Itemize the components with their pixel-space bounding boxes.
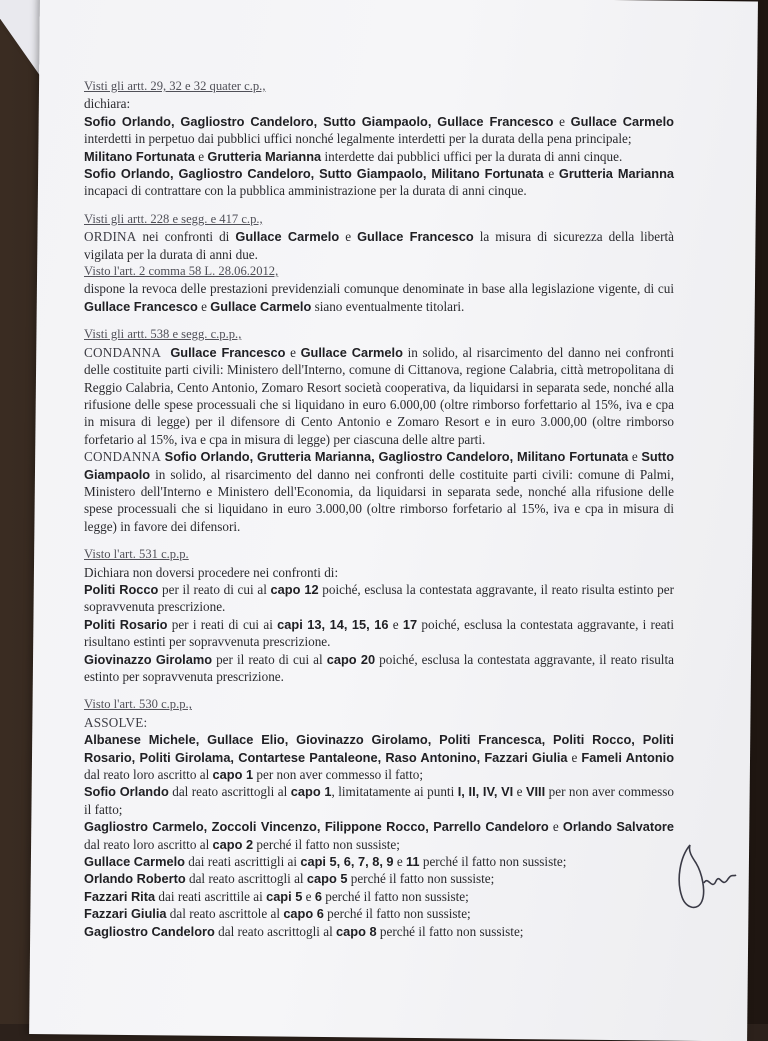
- text: nei confronti di: [136, 229, 236, 245]
- count-reference: capi 5, 6, 7, 8, 9: [300, 854, 394, 870]
- defendant-names: Gullace Carmelo: [570, 113, 674, 129]
- section-heading: Visto l'art. 531 c.p.p.: [84, 547, 189, 562]
- text: perché il fatto non sussiste;: [376, 923, 524, 939]
- count-reference: capo 5: [306, 871, 348, 887]
- verb-dichiara: dichiara:: [84, 96, 131, 112]
- text: dal reato loro ascritto al: [84, 836, 213, 852]
- text: poiché, esclusa la contestata aggravante, il reato risulta estinto per sopravvenuta prescrizione.: [84, 651, 674, 684]
- text: siano eventualmente titolari.: [311, 298, 465, 314]
- defendant-names: Fazzari Giulia: [84, 906, 167, 922]
- intro-text: Dichiara non doversi procedere nei confronti di:: [84, 564, 339, 580]
- text: per il reato di cui al: [212, 651, 327, 667]
- defendant-names: Politi Rocco: [84, 581, 159, 597]
- defendant-names: Grutteria Marianna: [558, 166, 675, 182]
- paragraph: [84, 165, 674, 200]
- text: , limitatamente ai punti: [331, 784, 458, 800]
- count-reference: capo 20: [326, 651, 376, 667]
- defendant-names: Orlando Roberto: [84, 871, 186, 887]
- text: e: [543, 166, 559, 182]
- count-reference: VIII: [525, 784, 546, 800]
- text: per il reato di cui al: [158, 581, 271, 597]
- paragraph: [84, 731, 674, 783]
- defendant-names: Sofio Orlando: [84, 784, 169, 800]
- paragraph: [84, 888, 674, 905]
- text: poiché, esclusa la contestata aggravante, il reato risulta estinto per sopravvenuta prescrizione.: [84, 581, 674, 615]
- paragraph: [84, 581, 674, 616]
- text: in solido, al risarcimento del danno nei confronti delle costituite parti civili: Ministero dell'Interno, comune di Cittanova, regione Calabria, città metropolitana di Reggio Calabria, Cento Antonio, Zomaro Resort società cooperativa, da liquidarsi in separata sede, nonché alla rifusione delle spese processuali che si liquidano in euro 6.000,00 (oltre rimborso forfettario al 15%, iva e cpa in misura di legge) per il difensore di Cento Antonio e Zomaro Resort e in euro 3.000,00 (oltre rimborso forfetario al 15%, iva e cpa in misura di legge) per ciascuna delle altre parti.: [84, 344, 675, 447]
- text: e: [548, 819, 563, 835]
- text: dai reati ascrittigli ai: [185, 854, 301, 870]
- text: e: [197, 298, 211, 314]
- paragraph: [84, 113, 674, 148]
- text: perché il fatto non sussiste;: [419, 854, 567, 870]
- section-heading: Visto l'art. 2 comma 58 L. 28.06.2012,: [84, 264, 279, 279]
- count-reference: capi 5: [266, 888, 303, 904]
- paragraph: [84, 783, 674, 818]
- defendant-names: Gagliostro Carmelo, Zoccoli Vincenzo, Filippone Rocco, Parrello Candeloro: [84, 819, 549, 835]
- text: e: [302, 888, 315, 904]
- count-reference: I, II, IV, VI: [457, 784, 514, 800]
- paragraph: [84, 905, 674, 922]
- defendant-names: Gullace Francesco: [357, 229, 474, 245]
- text: e: [393, 854, 407, 870]
- text: e: [628, 449, 642, 465]
- defendant-names: Gullace Carmelo: [300, 344, 403, 360]
- section-heading: Visti gli artt. 538 e segg. c.p.p.,: [84, 327, 242, 342]
- defendant-names: Sutto Giampaolo: [84, 449, 675, 482]
- text: e: [567, 749, 582, 765]
- text: poiché, esclusa la contestata aggravante, i reati risultano estinti per sopravvenuta prescrizione.: [84, 616, 674, 650]
- count-reference: capo 2: [212, 836, 254, 852]
- text: per non aver commesso il fatto;: [84, 784, 674, 817]
- paragraph: [84, 923, 674, 940]
- count-reference: capi 13, 14, 15, 16: [277, 616, 389, 632]
- verb-assolve: ASSOLVE:: [84, 714, 148, 730]
- defendant-names: Orlando Salvatore: [562, 819, 674, 835]
- defendant-names: Gullace Carmelo: [235, 229, 340, 245]
- text: perché il fatto non sussiste;: [323, 906, 471, 922]
- defendant-names: Gullace Carmelo: [84, 854, 185, 870]
- text: dal reato ascrittogli al: [214, 923, 337, 939]
- count-reference: 11: [406, 854, 420, 870]
- section-condanna: [84, 326, 674, 535]
- defendant-names: Gullace Carmelo: [210, 298, 312, 314]
- text: incapaci di contrattare con la pubblica amministrazione per la durata di anni cinque.: [84, 183, 527, 199]
- paragraph: [84, 616, 674, 651]
- section-heading: Visti gli artt. 29, 32 e 32 quater c.p.,: [84, 79, 266, 93]
- paragraph: [84, 651, 674, 686]
- text: e: [194, 148, 208, 164]
- defendant-names: Fazzari Rita: [84, 888, 156, 904]
- text: dispone la revoca delle prestazioni previdenziali comunque denominate in base alla legislazione vigente, di cui: [84, 281, 674, 297]
- verb-condanna: CONDANNA: [84, 449, 162, 465]
- count-reference: 6: [314, 888, 322, 904]
- text: dal reato loro ascritto al: [84, 767, 213, 783]
- text: e: [513, 784, 526, 800]
- paragraph: [84, 344, 674, 448]
- defendant-names: Gagliostro Candeloro: [84, 923, 215, 939]
- section-heading: Visti gli artt. 228 e segg. e 417 c.p.,: [84, 211, 263, 226]
- text: dai reati ascrittile ai: [155, 888, 267, 904]
- count-reference: capo 8: [336, 923, 377, 939]
- paragraph: [84, 818, 674, 853]
- defendant-names: Giovinazzo Girolamo: [84, 651, 213, 667]
- text: dal reato ascrittogli al: [185, 871, 307, 887]
- text: interdette dai pubblici uffici per la durata di anni cinque.: [321, 148, 623, 164]
- text: la misura di sicurezza della libertà vigilata per la durata di anni due.: [84, 229, 674, 262]
- text: e: [285, 344, 301, 360]
- paragraph: [84, 870, 674, 887]
- text: in solido, al risarcimento del danno nei confronti delle costituite parti civili: comune di Palmi, Ministero dell'Interno e Ministero dell'Economia, da liquidarsi in separata sede, nonché alla rifusione delle spese processuali che si liquidano in euro 3.000,00 (oltre rimborso forfetario al 15%, iva e cpa in misura di legge) in favore dei difensori.: [84, 466, 674, 534]
- text: perché il fatto non sussiste;: [253, 836, 400, 852]
- count-reference: capo 1: [212, 767, 254, 783]
- text: e: [553, 113, 571, 129]
- paragraph: [84, 228, 674, 263]
- document-body: [84, 78, 674, 951]
- defendant-names: Albanese Michele, Gullace Elio, Giovinazzo Girolamo, Politi Francesca, Politi Rocco, Politi Rosario, Politi Girolama, Contartese Pantaleone, Raso Antonino, Fazzari Giulia: [84, 732, 674, 765]
- defendant-names: Gullace Francesco: [84, 298, 198, 314]
- count-reference: capo 12: [270, 581, 319, 597]
- defendant-names: Grutteria Marianna: [207, 148, 322, 164]
- paragraph: [84, 448, 674, 535]
- verb-condanna: CONDANNA: [84, 344, 162, 360]
- text: e: [339, 229, 358, 245]
- section-interdizione: [84, 78, 674, 200]
- count-reference: 17: [402, 616, 418, 632]
- text: per non aver commesso il fatto;: [253, 767, 424, 783]
- text: perché il fatto non sussiste;: [321, 888, 469, 904]
- text: dal reato ascrittogli al: [168, 784, 291, 800]
- defendant-names: Fameli Antonio: [581, 749, 675, 765]
- paragraph: [84, 280, 674, 315]
- defendant-names: Gullace Francesco: [170, 344, 286, 360]
- text: per i reati di cui ai: [167, 616, 278, 632]
- paragraph: [84, 853, 674, 870]
- section-heading: Visto l'art. 530 c.p.p.,: [84, 697, 192, 712]
- defendant-names: Militano Fortunata: [84, 148, 195, 164]
- section-assoluzione: [84, 696, 674, 940]
- text: e: [388, 616, 403, 632]
- paragraph: [84, 148, 674, 165]
- text: interdetti in perpetuo dai pubblici uffici nonché legalmente interdetti per la durata della pena principale;: [84, 131, 632, 147]
- defendant-names: Sofio Orlando, Grutteria Marianna, Gagliostro Candeloro, Militano Fortunata: [164, 449, 629, 465]
- text: dal reato ascrittole al: [166, 906, 284, 922]
- verb-ordina: ORDINA: [84, 229, 137, 245]
- section-misura-sicurezza: [84, 211, 674, 315]
- defendant-names: Politi Rosario: [84, 616, 168, 632]
- defendant-names: Sofio Orlando, Gagliostro Candeloro, Sutto Giampaolo, Militano Fortunata: [84, 166, 544, 182]
- handwritten-initials: [672, 835, 742, 915]
- section-prescrizione: [84, 546, 674, 685]
- count-reference: capo 1: [290, 784, 332, 800]
- text: perché il fatto non sussiste;: [347, 871, 495, 887]
- defendant-names: Sofio Orlando, Gagliostro Candeloro, Sutto Giampaolo, Gullace Francesco: [84, 113, 554, 129]
- count-reference: capo 6: [283, 906, 324, 922]
